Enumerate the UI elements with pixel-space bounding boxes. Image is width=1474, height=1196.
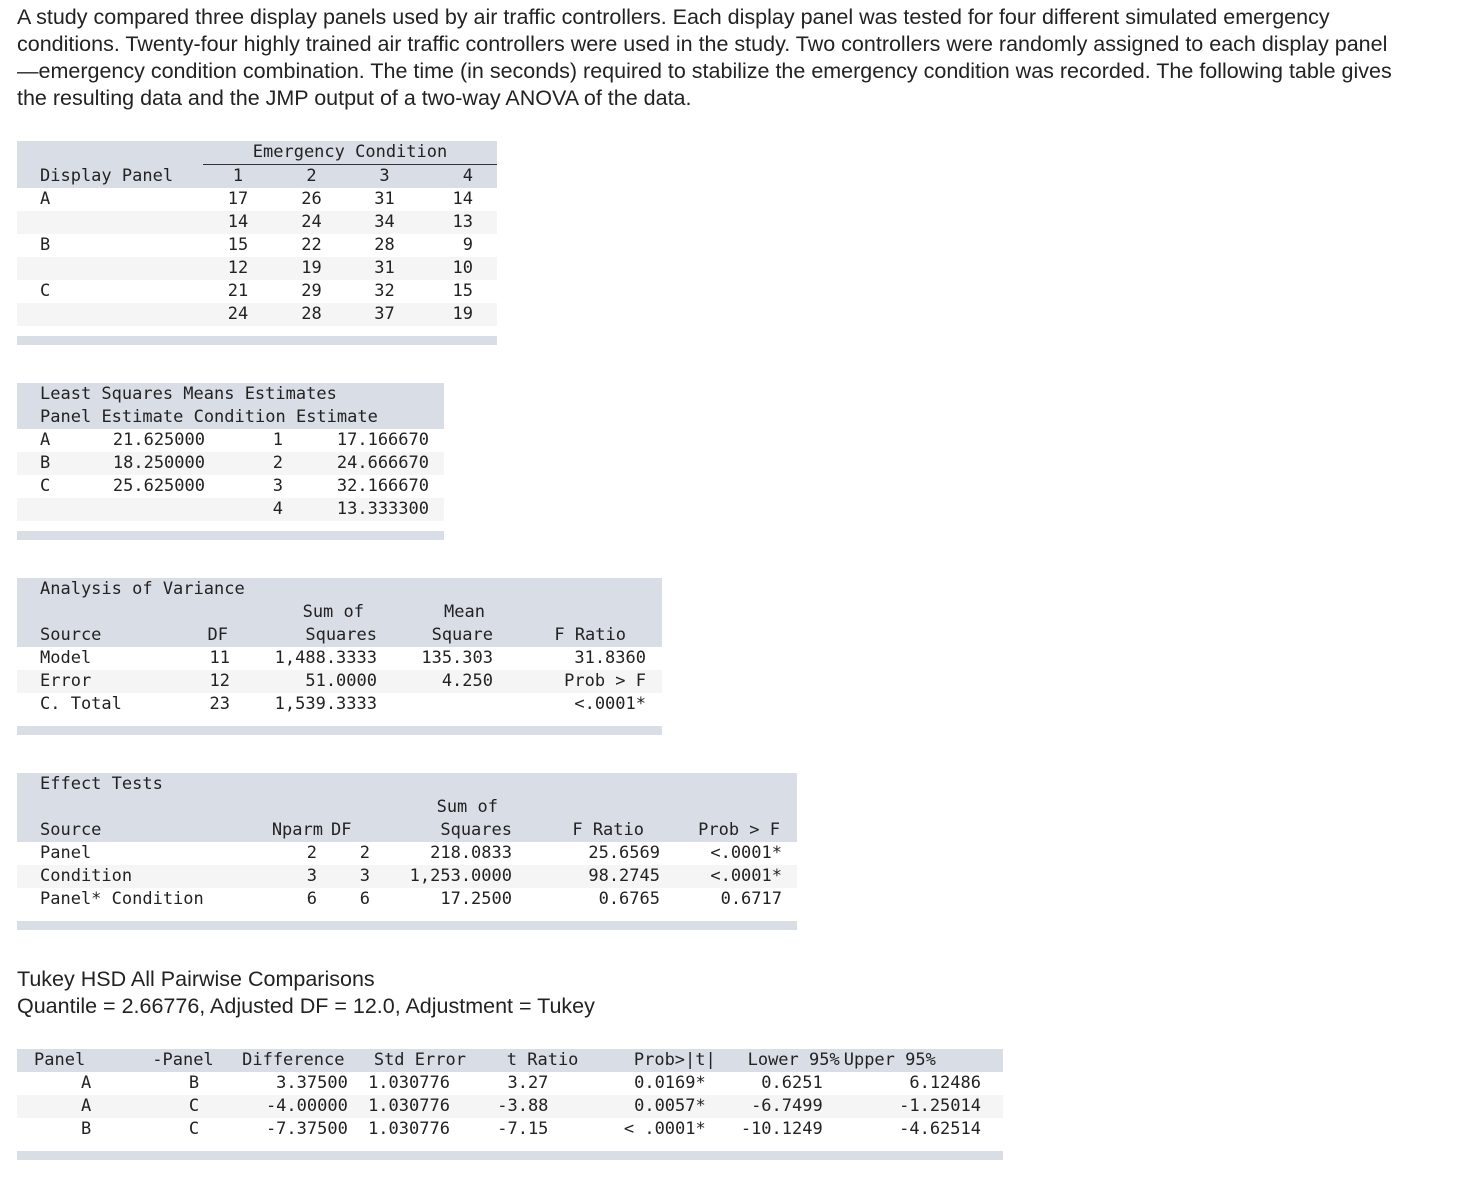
col-header: 2 bbox=[273, 165, 350, 189]
data-table bbox=[17, 141, 497, 326]
cell: C bbox=[40, 476, 51, 496]
cell: C. Total bbox=[40, 694, 122, 714]
table-row bbox=[17, 234, 497, 257]
cell: Condition bbox=[17, 865, 247, 888]
panel-label: A bbox=[40, 189, 51, 209]
effect-header bbox=[512, 796, 661, 819]
cell: 24 bbox=[273, 211, 350, 234]
table-row bbox=[17, 842, 797, 865]
table-row bbox=[17, 647, 662, 670]
cell: 17.166670 bbox=[336, 430, 429, 450]
tukey-header: t Ratio bbox=[466, 1049, 578, 1072]
anova-header: Square bbox=[377, 624, 493, 647]
cell: Error bbox=[17, 670, 162, 693]
table-row bbox=[17, 429, 444, 452]
tukey-header: Difference bbox=[240, 1049, 348, 1072]
table-row bbox=[17, 693, 662, 716]
cell: B bbox=[17, 452, 96, 475]
table-row bbox=[17, 498, 444, 521]
tukey-title: Tukey HSD All Pairwise Comparisons bbox=[17, 967, 375, 991]
cell: 32.166670 bbox=[336, 476, 429, 496]
cell: -4.62514 bbox=[899, 1119, 981, 1139]
effect-header: Nparm bbox=[247, 819, 329, 842]
cell: <.0001* bbox=[710, 843, 782, 863]
cell: Panel* Condition bbox=[40, 889, 204, 909]
cell: 21 bbox=[227, 281, 249, 301]
data-table-corner bbox=[17, 141, 203, 165]
table-row bbox=[17, 1118, 1003, 1141]
tukey-header: Panel bbox=[17, 1049, 132, 1072]
cell: Panel bbox=[40, 843, 92, 863]
cell: 6 bbox=[306, 889, 317, 909]
cell: Model bbox=[40, 648, 92, 668]
anova-header bbox=[17, 601, 162, 624]
effect-header bbox=[661, 796, 797, 819]
cell: C bbox=[132, 1095, 240, 1118]
table-row bbox=[17, 280, 497, 303]
cell: -10.1249 bbox=[740, 1119, 823, 1139]
tukey-footer-bar bbox=[17, 1151, 1003, 1160]
cell bbox=[377, 693, 493, 716]
panel-label: B bbox=[40, 235, 51, 255]
cell: <.0001* bbox=[661, 865, 797, 888]
cell: 24 bbox=[203, 303, 273, 326]
tukey-table bbox=[17, 1049, 1003, 1141]
tukey-header: Std Error bbox=[348, 1049, 466, 1072]
cell: 21.625000 bbox=[112, 430, 205, 450]
cell: 218.0833 bbox=[430, 843, 512, 863]
panel-label bbox=[17, 211, 203, 234]
table-row bbox=[17, 888, 797, 911]
lsm-header-row bbox=[17, 406, 444, 429]
cell: 1.030776 bbox=[348, 1095, 466, 1118]
effect-table bbox=[17, 773, 797, 911]
effect-header: Prob > F bbox=[661, 819, 797, 842]
cell: 19 bbox=[419, 303, 497, 326]
anova-header bbox=[493, 601, 662, 624]
effect-header: F Ratio bbox=[512, 819, 661, 842]
cell bbox=[17, 498, 96, 521]
cell: 17 bbox=[227, 189, 249, 209]
cell: 0.6251 bbox=[761, 1073, 823, 1093]
anova-header: Source bbox=[17, 624, 162, 647]
cell: 0.6717 bbox=[720, 889, 782, 909]
cell: B bbox=[188, 1073, 200, 1093]
intro-paragraph: A study compared three display panels used by air traffic controllers. Each display panel was tested for four different simulated emergency conditions. Twenty-four highly trained air traffic controllers were used in the study. Two controllers were randomly assigned to each display panel—emergency condition combination. The time (in seconds) required to stabilize the emergency condition was recorded. The following table gives the resulting data and the JMP output of a two-way ANOVA of the data. bbox=[17, 5, 1392, 110]
cell: 37 bbox=[350, 303, 419, 326]
cell: Prob > F bbox=[493, 670, 662, 693]
lsm-header: Panel bbox=[40, 407, 92, 427]
anova-header: F Ratio bbox=[493, 624, 662, 647]
cell: 14 bbox=[452, 189, 473, 209]
lsm-table bbox=[17, 383, 444, 521]
cell: -7.15 bbox=[497, 1119, 549, 1139]
panel-label: C bbox=[40, 281, 51, 301]
cell: 3.37500 bbox=[276, 1073, 348, 1093]
cell: A bbox=[81, 1073, 92, 1093]
lsm-header: Estimate bbox=[101, 407, 184, 427]
cell: 98.2745 bbox=[512, 865, 661, 888]
cell: -1.25014 bbox=[840, 1095, 1003, 1118]
anova-header: DF bbox=[162, 624, 230, 647]
tukey-header: Prob>|t| bbox=[578, 1049, 715, 1072]
anova-footer-bar bbox=[17, 726, 662, 735]
cell: 6 bbox=[359, 889, 370, 909]
cell: B bbox=[81, 1119, 92, 1139]
anova-header bbox=[162, 601, 230, 624]
cell: 34 bbox=[350, 211, 419, 234]
cell: 18.250000 bbox=[96, 452, 205, 475]
effect-header bbox=[17, 796, 247, 819]
cell: 135.303 bbox=[421, 648, 493, 668]
cell: 28 bbox=[374, 235, 395, 255]
cell: 14 bbox=[203, 211, 273, 234]
cell: 0.6765 bbox=[598, 889, 660, 909]
cell: 31 bbox=[374, 189, 395, 209]
effect-header: Squares bbox=[389, 819, 512, 842]
cell: 32 bbox=[374, 281, 395, 301]
anova-header: Squares bbox=[230, 624, 377, 647]
cell: 22 bbox=[301, 235, 322, 255]
cell: 28 bbox=[273, 303, 350, 326]
cell: 12 bbox=[162, 670, 230, 693]
table-row bbox=[17, 211, 497, 234]
table-row bbox=[17, 865, 797, 888]
tukey-header: -Panel bbox=[132, 1049, 240, 1072]
cell: 2 bbox=[205, 452, 305, 475]
cell: 17.2500 bbox=[440, 889, 512, 909]
table-row bbox=[17, 303, 497, 326]
cell: 3 bbox=[247, 865, 329, 888]
cell: 31 bbox=[350, 257, 419, 280]
lsm-header: Estimate bbox=[295, 407, 378, 427]
cell: 2 bbox=[306, 843, 317, 863]
cell: 29 bbox=[301, 281, 322, 301]
cell: 9 bbox=[462, 235, 473, 255]
cell: 1,539.3333 bbox=[274, 694, 377, 714]
effect-header: Sum of bbox=[389, 796, 512, 819]
cell: A bbox=[17, 1095, 132, 1118]
cell: 51.0000 bbox=[230, 670, 377, 693]
panel-label bbox=[17, 257, 203, 280]
effect-header bbox=[329, 796, 389, 819]
cell: -3.88 bbox=[466, 1095, 578, 1118]
cell: 23 bbox=[209, 694, 230, 714]
cell: 1.030776 bbox=[368, 1119, 450, 1139]
cell: -4.00000 bbox=[240, 1095, 348, 1118]
cell: 19 bbox=[273, 257, 350, 280]
table-row bbox=[17, 188, 497, 211]
effect-header: Source bbox=[17, 819, 247, 842]
cell: 15 bbox=[452, 281, 473, 301]
cell: -7.37500 bbox=[265, 1119, 348, 1139]
panel-label bbox=[17, 303, 203, 326]
effect-header bbox=[247, 796, 329, 819]
anova-header: Sum of bbox=[230, 601, 377, 624]
table-row bbox=[17, 452, 444, 475]
cell: 24.666670 bbox=[305, 452, 444, 475]
emergency-condition-header: Emergency Condition bbox=[203, 141, 497, 165]
cell: -6.7499 bbox=[716, 1095, 840, 1118]
cell: 1,253.0000 bbox=[389, 865, 512, 888]
table-row bbox=[17, 1095, 1003, 1118]
col-header: 4 bbox=[419, 165, 497, 189]
cell: 13 bbox=[419, 211, 497, 234]
display-panel-header: Display Panel bbox=[17, 165, 203, 189]
cell: 25.6569 bbox=[588, 843, 660, 863]
cell: 12 bbox=[203, 257, 273, 280]
col-header: 3 bbox=[350, 165, 419, 189]
tukey-header: Upper 95% bbox=[840, 1049, 1003, 1072]
table-row bbox=[17, 1072, 1003, 1095]
table-row bbox=[17, 475, 444, 498]
cell: 0.0057* bbox=[578, 1095, 715, 1118]
tukey-header: Lower 95% bbox=[716, 1049, 840, 1072]
cell: 1.030776 bbox=[368, 1073, 450, 1093]
lsm-header: Condition bbox=[193, 407, 286, 427]
table-row bbox=[17, 670, 662, 693]
cell: <.0001* bbox=[574, 694, 646, 714]
cell: 15 bbox=[227, 235, 249, 255]
lsm-footer-bar bbox=[17, 531, 444, 540]
table-footer-bar bbox=[17, 336, 497, 345]
cell: 1,488.3333 bbox=[274, 648, 377, 668]
effect-title: Effect Tests bbox=[17, 773, 797, 796]
table-row bbox=[17, 257, 497, 280]
tukey-subtitle: Quantile = 2.66776, Adjusted DF = 12.0, Adjustment = Tukey bbox=[17, 994, 595, 1018]
cell: 2 bbox=[359, 843, 370, 863]
cell: < .0001* bbox=[623, 1119, 706, 1139]
cell: 10 bbox=[419, 257, 497, 280]
cell: 13.333300 bbox=[305, 498, 444, 521]
cell: 26 bbox=[301, 189, 322, 209]
cell: 6.12486 bbox=[909, 1073, 981, 1093]
col-header: 1 bbox=[203, 165, 273, 189]
anova-header: Mean bbox=[377, 601, 493, 624]
cell: C bbox=[188, 1119, 200, 1139]
cell: 11 bbox=[209, 648, 230, 668]
cell: A bbox=[40, 430, 51, 450]
cell: 25.625000 bbox=[112, 476, 205, 496]
cell: 3.27 bbox=[507, 1073, 549, 1093]
cell: 0.0169* bbox=[634, 1073, 706, 1093]
anova-title: Analysis of Variance bbox=[17, 578, 662, 601]
cell: 3 bbox=[329, 865, 389, 888]
effect-footer-bar bbox=[17, 921, 797, 930]
cell: 4.250 bbox=[377, 670, 493, 693]
lsm-title: Least Squares Means Estimates bbox=[17, 383, 444, 406]
cell: 3 bbox=[272, 476, 283, 496]
cell: 1 bbox=[272, 430, 283, 450]
effect-header: DF bbox=[329, 819, 389, 842]
cell bbox=[96, 498, 205, 521]
cell: 4 bbox=[205, 498, 305, 521]
cell: 31.8360 bbox=[574, 648, 646, 668]
anova-table bbox=[17, 578, 662, 716]
